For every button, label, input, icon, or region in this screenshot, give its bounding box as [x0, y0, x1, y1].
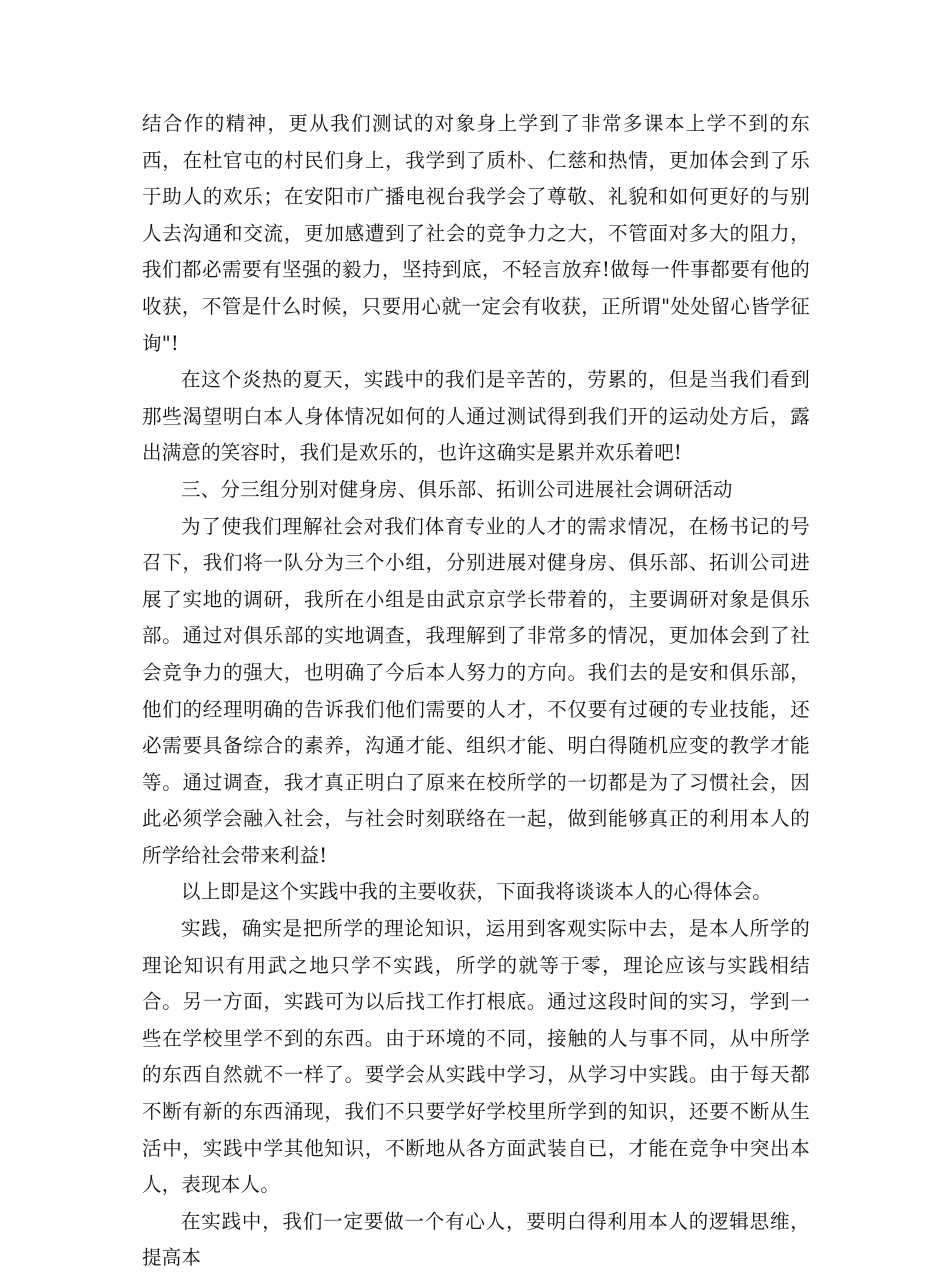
paragraph-1: 结合作的精神，更从我们测试的对象身上学到了非常多课本上学不到的东西，在杜官屯的村民们身上，我学到了质朴、仁慈和热情，更加体会到了乐于助人的欢乐；在安阳市广播电视台我学会了尊敬、礼貌和如何更好的与别人去沟通和交流，更加感遭到了社会的竞争力之大，不管面对多大的阻力，我们都必需要有坚强的毅力，坚持到底，不轻言放弃!做每一件事都要有他的收获，不管是什么时候，只要用心就一定会有收获，正所谓"处处留心皆学征询"!	[142, 112, 810, 355]
paragraph-4: 为了使我们理解社会对我们体育专业的人才的需求情况，在杨书记的号召下，我们将一队分为三个小组，分别进展对健身房、俱乐部、拓训公司进展了实地的调研，我所在小组是由武京京学长带着的，主要调研对象是俱乐部。通过对俱乐部的实地调查，我理解到了非常多的情况，更加体会到了社会竞争力的强大，也明确了今后本人努力的方向。我们去的是安和俱乐部，他们的经理明确的告诉我们他们需要的人才，不仅要有过硬的专业技能，还必需要具备综合的素养，沟通才能、组织才能、明白得随机应变的教学才能等。通过调查，我才真正明白了原来在校所学的一切都是为了习惯社会，因此必须学会融入社会，与社会时刻联络在一起，做到能够真正的利用本人的所学给社会带来利益!	[142, 514, 810, 867]
paragraph-5: 以上即是这个实践中我的主要收获，下面我将谈谈本人的心得体会。	[181, 880, 773, 904]
section-heading-3: 三、分三组分别对健身房、俱乐部、拓训公司进展社会调研活动	[181, 477, 733, 501]
paragraph-6: 实践，确实是把所学的理论知识，运用到客观实际中去，是本人所学的理论知识有用武之地只学不实践，所学的就等于零，理论应该与实践相结合。另一方面，实践可为以后找工作打根底。通过这段时间的实习，学到一些在学校里学不到的东西。由于环境的不同，接触的人与事不同，从中所学的东西自然就不一样了。要学会从实践中学习，从学习中实践。由于每天都不断有新的东西涌现，我们不只要学好学校里所学到的知识，还要不断从生活中，实践中学其他知识，不断地从各方面武装自已，才能在竞争中突出本人，表现本人。	[142, 917, 810, 1197]
paragraph-2: 在这个炎热的夏天，实践中的我们是辛苦的，劳累的，但是当我们看到那些渴望明白本人身体情况如何的人通过测试得到我们开的运动处方后，露出满意的笑容时，我们是欢乐的，也许这确实是累并欢乐着吧!	[142, 368, 810, 465]
paragraph-7: 在实践中，我们一定要做一个有心人，要明白得利用本人的逻辑思维，提高本	[142, 1209, 810, 1270]
document-body	[142, 106, 810, 1277]
